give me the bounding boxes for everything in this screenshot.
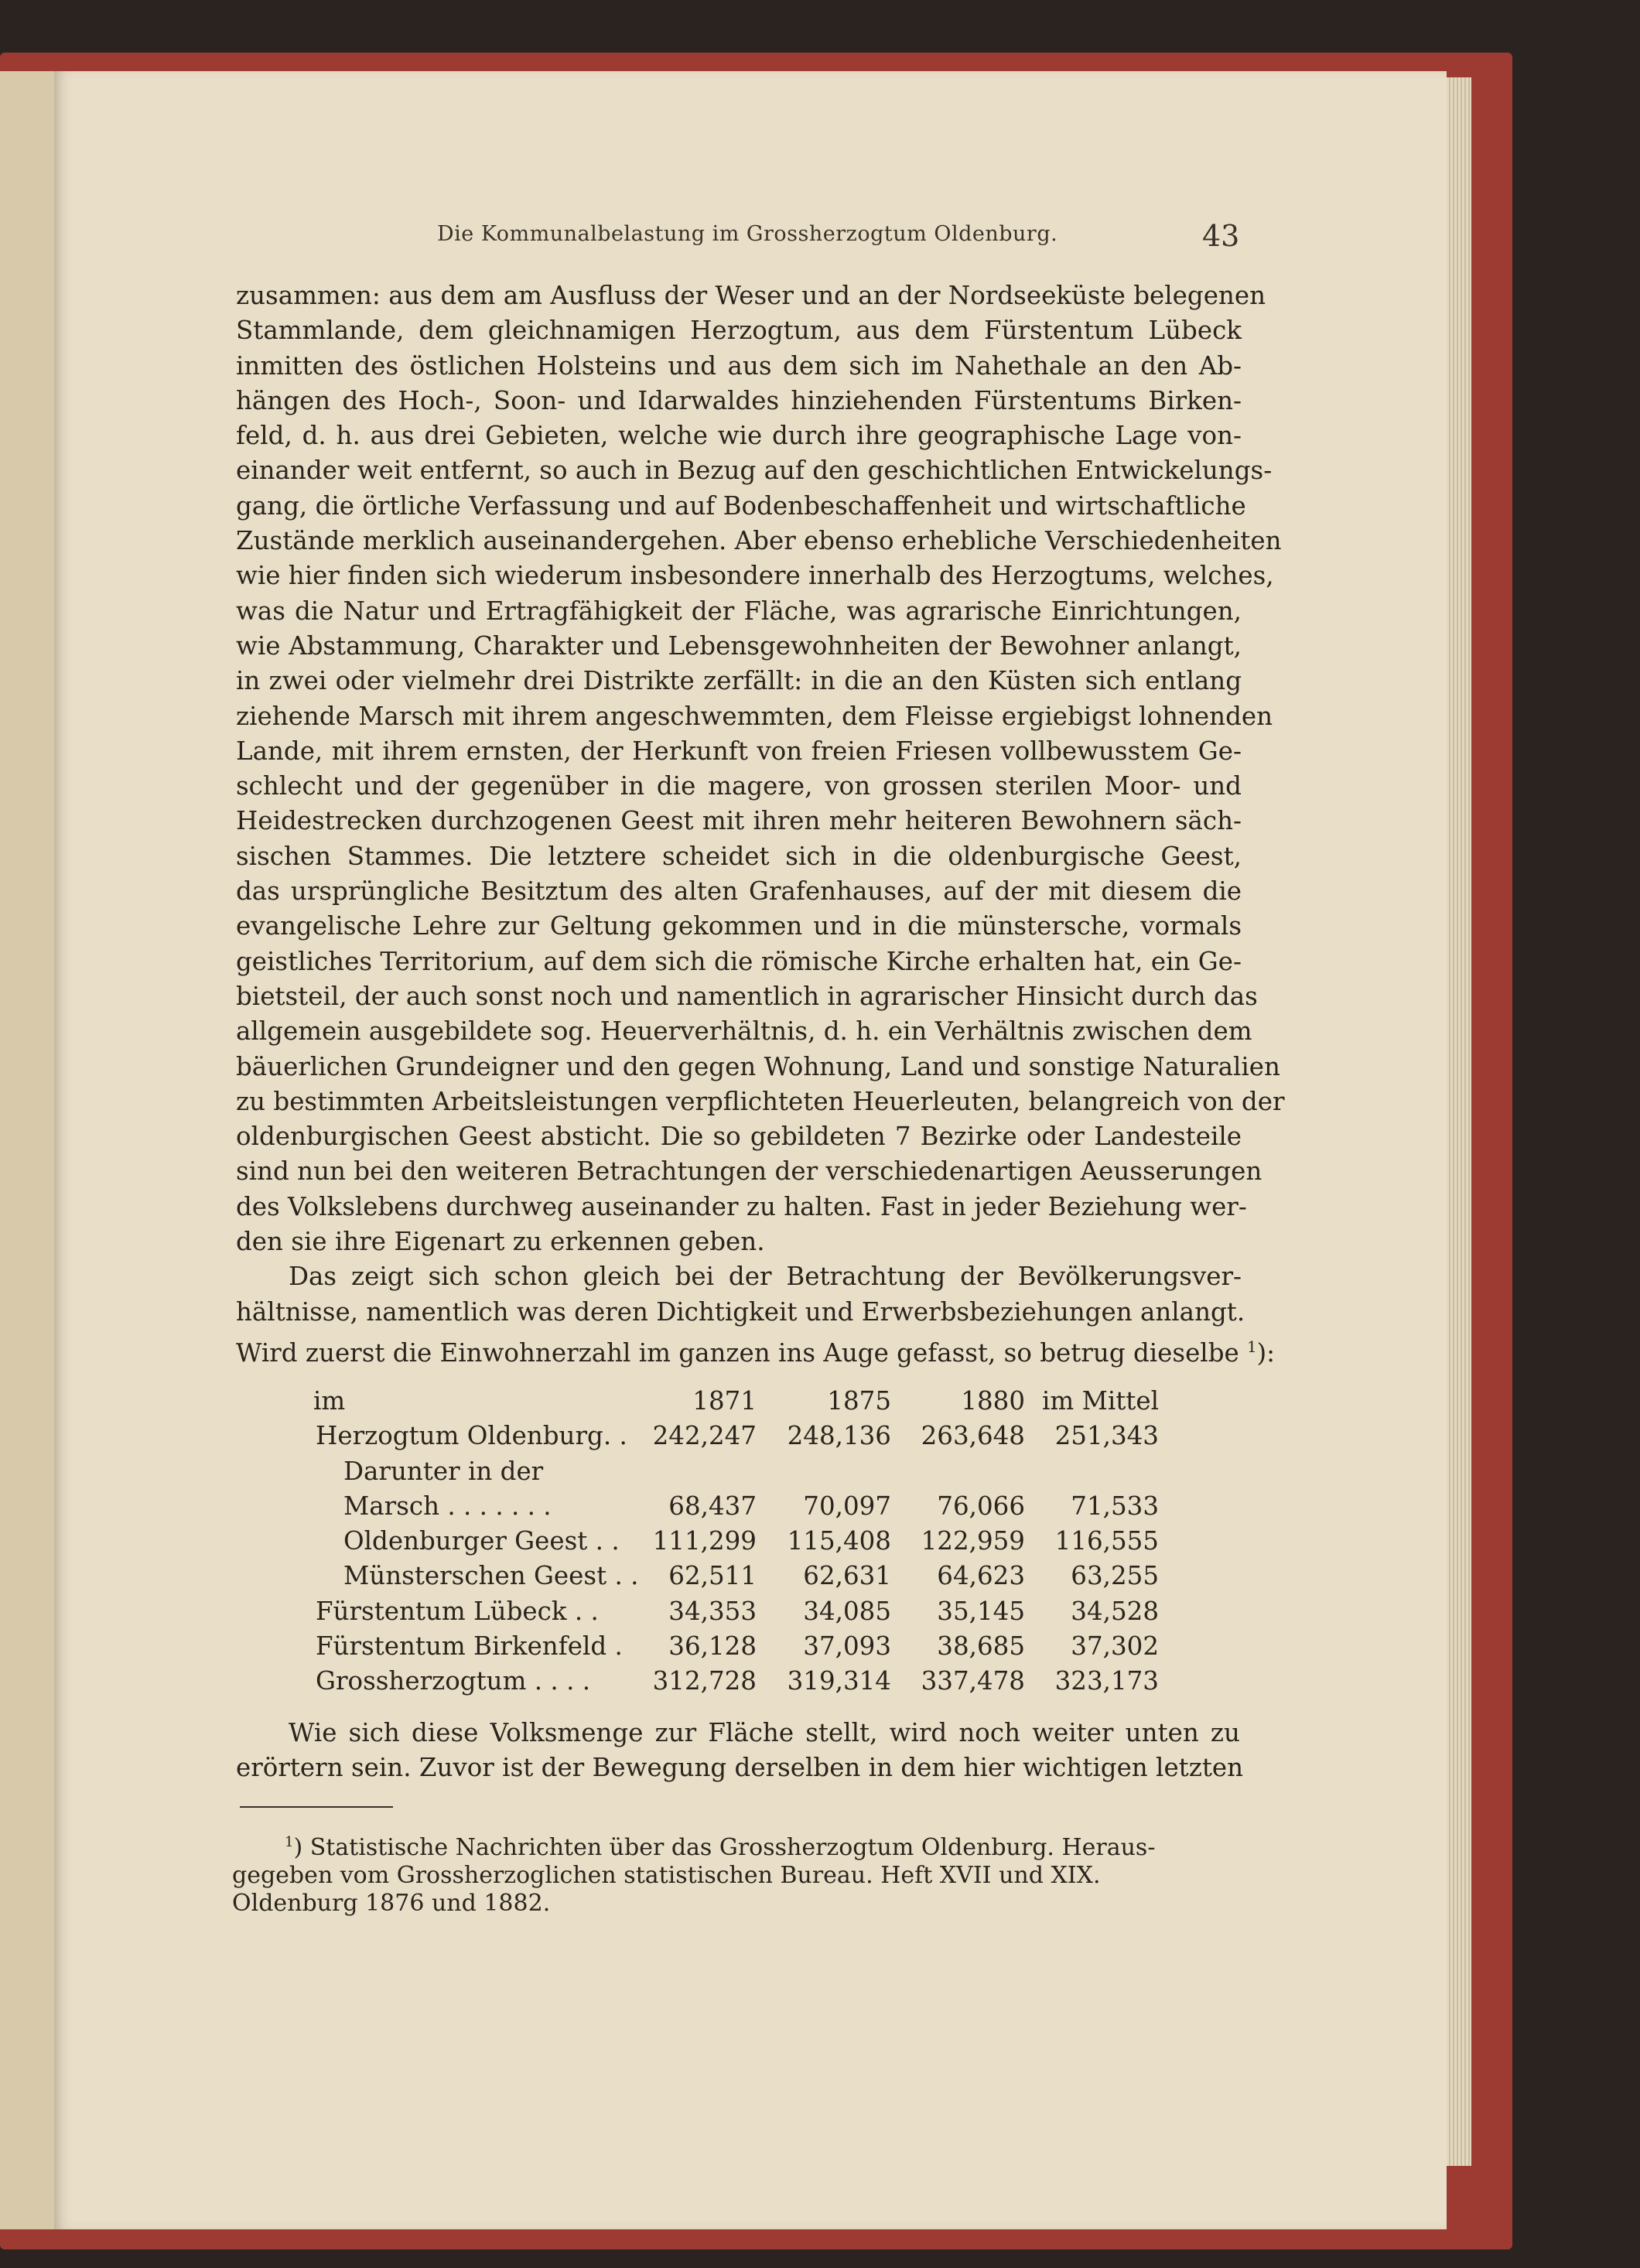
table-row (232, 1524, 1253, 1559)
text-line: evangelische Lehre zur Geltung gekommen und in die münstersche, vormals (236, 911, 1242, 941)
footnote-line: Oldenburg 1876 und 1882. (232, 1890, 551, 1917)
table-row (232, 1489, 1253, 1524)
table-row (232, 1629, 1253, 1664)
text-line: was die Natur und Ertragfähigkeit der Fläche, was agrarische Einrichtungen, (236, 596, 1242, 626)
text-line: bietsteil, der auch sonst noch und namentlich in agrarischer Hinsicht durch das (236, 981, 1258, 1011)
table-cell: 76,066 (937, 1491, 1025, 1521)
text-line: wie Abstammung, Charakter und Lebensgewohnheiten der Bewohner anlangt, (236, 630, 1242, 661)
row-label: Oldenburger Geest . . (343, 1526, 620, 1556)
row-label: Herzogtum Oldenburg. . (316, 1421, 627, 1451)
footnote-rule (240, 1806, 393, 1808)
table-cell: 71,533 (1071, 1491, 1159, 1521)
text-line: einander weit entfernt, so auch in Bezug auf den geschichtlichen Entwickelungs- (236, 456, 1273, 486)
text-line: Heidestrecken durchzogenen Geest mit ihren mehr heiteren Bewohnern säch- (236, 806, 1242, 836)
table-cell: 36,128 (668, 1631, 757, 1662)
text-line-tail: ): (1256, 1337, 1276, 1368)
table-cell: 68,437 (668, 1491, 757, 1521)
table-row (232, 1454, 1253, 1489)
text-line: wie hier finden sich wiederum insbesondere innerhalb des Herzogtums, welches, (236, 561, 1274, 591)
column-header: 1871 (692, 1386, 757, 1416)
table-cell: 242,247 (652, 1421, 757, 1451)
row-label: Münsterschen Geest . . (343, 1561, 639, 1591)
column-header: 1875 (827, 1386, 891, 1416)
text-line: in zwei oder vielmehr drei Distrikte zerfällt: in die an den Küsten sich entlang (236, 666, 1242, 696)
table-cell: 37,093 (803, 1631, 891, 1662)
row-label: Fürstentum Birkenfeld . (316, 1631, 623, 1662)
table-cell: 248,136 (787, 1421, 891, 1451)
text-line: bäuerlichen Grundeigner und den gegen Wohnung, Land und sonstige Naturalien (236, 1051, 1280, 1081)
text-line: zusammen: aus dem am Ausfluss der Weser und an der Nordseeküste belegenen (236, 281, 1266, 310)
text-line: hältnisse, namentlich was deren Dichtigkeit und Erwerbsbeziehungen anlangt. (236, 1296, 1245, 1327)
footnote (232, 1829, 1238, 1918)
row-label: Grossherzogtum . . . . (316, 1666, 591, 1696)
text-line: hängen des Hoch-, Soon- und Idarwaldes hinziehenden Fürstentums Birken- (236, 385, 1242, 415)
footnote-line: gegeben vom Grossherzoglichen statistischen Bureau. Heft XVII und XIX. (232, 1862, 1101, 1889)
text-line: zu bestimmten Arbeitsleistungen verpflichteten Heuerleuten, belangreich von der (236, 1086, 1285, 1116)
text-line: oldenburgischen Geest absticht. Die so gebildeten 7 Bezirke oder Landesteile (236, 1122, 1242, 1152)
table-row (232, 1594, 1253, 1629)
text-line: schlecht und der gegenüber in die magere, von grossen sterilen Moor- und (236, 771, 1242, 801)
table-cell: 251,343 (1054, 1421, 1159, 1451)
table-cell: 70,097 (803, 1491, 891, 1521)
running-title: Die Kommunalbelastung im Grossherzogtum Oldenburg. (437, 222, 1058, 246)
table-row (232, 1559, 1253, 1593)
closing-paragraph (236, 1716, 1244, 1786)
table-cell: 35,145 (937, 1596, 1025, 1626)
table-cell: 312,728 (652, 1666, 757, 1696)
table-cell: 63,255 (1071, 1561, 1159, 1591)
text-line: des Volkslebens durchweg auseinander zu halten. Fast in jeder Beziehung wer- (236, 1191, 1247, 1221)
text-line: gang, die örtliche Verfassung und auf Bodenbeschaffenheit und wirtschaftliche (236, 490, 1246, 521)
table-cell: 263,648 (921, 1421, 1025, 1451)
column-header: 1880 (961, 1386, 1025, 1416)
table-cell: 115,408 (787, 1526, 891, 1556)
text-line: sischen Stammes. Die letztere scheidet sich in die oldenburgische Geest, (236, 841, 1242, 871)
footnote-marker: 1 (285, 1834, 294, 1850)
table-cell: 337,478 (921, 1666, 1025, 1696)
table-cell: 116,555 (1054, 1526, 1159, 1556)
table-cell: 37,302 (1071, 1631, 1159, 1662)
text-line: ziehende Marsch mit ihrem angeschwemmten, dem Fleisse ergiebigst lohnenden (236, 701, 1273, 731)
text-line: Wie sich diese Volksmenge zur Fläche stellt, wird noch weiter unten zu (289, 1718, 1240, 1747)
text-line: allgemein ausgebildete sog. Heuerverhältnis, d. h. ein Verhältnis zwischen dem (236, 1016, 1252, 1047)
page-number: 43 (1202, 219, 1240, 253)
table-cell: 34,353 (668, 1596, 757, 1626)
footnote-line (232, 1829, 1238, 1862)
table-row (232, 1419, 1253, 1453)
row-label: Darunter in der (343, 1456, 544, 1486)
text-line: Das zeigt sich schon gleich bei der Betrachtung der Bevölkerungsver- (289, 1262, 1242, 1292)
text-line: den sie ihre Eigenart zu erkennen geben. (236, 1227, 765, 1257)
table-cell: 62,631 (803, 1561, 891, 1591)
table-cell: 34,528 (1071, 1596, 1159, 1626)
text-line: Stammlande, dem gleichnamigen Herzogtum, aus dem Fürstentum Lübeck (236, 316, 1242, 346)
facing-page-edge (0, 71, 54, 2229)
column-header: im Mittel (1042, 1386, 1159, 1416)
row-label: Marsch . . . . . . . (343, 1491, 552, 1521)
text-line-content: Wird zuerst die Einwohnerzahl im ganzen ins Auge gefasst, so betrug dieselbe (236, 1337, 1239, 1368)
table-cell: 64,623 (937, 1561, 1025, 1591)
footnote-text: ) Statistische Nachrichten über das Grossherzogtum Oldenburg. Heraus- (293, 1834, 1156, 1861)
text-line: sind nun bei den weiteren Betrachtungen der verschiedenartigen Aeusserungen (236, 1156, 1262, 1187)
table-cell: 38,685 (937, 1631, 1025, 1662)
table-cell: 122,959 (921, 1526, 1025, 1556)
table-cell: 62,511 (668, 1561, 757, 1591)
text-line: das ursprüngliche Besitztum des alten Grafenhauses, auf der mit diesem die (236, 876, 1242, 907)
text-line: Lande, mit ihrem ernsten, der Herkunft von freien Friesen vollbewusstem Ge- (236, 736, 1242, 766)
population-table (232, 1384, 1253, 1699)
table-row (232, 1664, 1253, 1699)
text-line: Zustände merklich auseinandergehen. Aber ebenso erhebliche Verschiedenheiten (236, 526, 1282, 556)
footnote-reference: 1 (1247, 1337, 1257, 1356)
row-label: Fürstentum Lübeck . . (316, 1596, 599, 1626)
text-line: feld, d. h. aus drei Gebieten, welche wie durch ihre geographische Lage von- (236, 421, 1242, 451)
column-header: im (313, 1386, 346, 1416)
table-cell: 319,314 (787, 1666, 891, 1696)
text-line: erörtern sein. Zuvor ist der Bewegung derselben in dem hier wichtigen letzten (236, 1753, 1244, 1783)
table-cell: 111,299 (652, 1526, 757, 1556)
text-line: geistliches Territorium, auf dem sich die römische Kirche erhalten hat, ein Ge- (236, 946, 1242, 976)
main-paragraph (236, 278, 1285, 1371)
table-cell: 323,173 (1054, 1666, 1159, 1696)
table-cell: 34,085 (803, 1596, 891, 1626)
text-line (236, 1330, 1276, 1371)
text-line: inmitten des östlichen Holsteins und aus dem sich im Nahethale an den Ab- (236, 350, 1242, 381)
table-header-row (232, 1384, 1253, 1419)
